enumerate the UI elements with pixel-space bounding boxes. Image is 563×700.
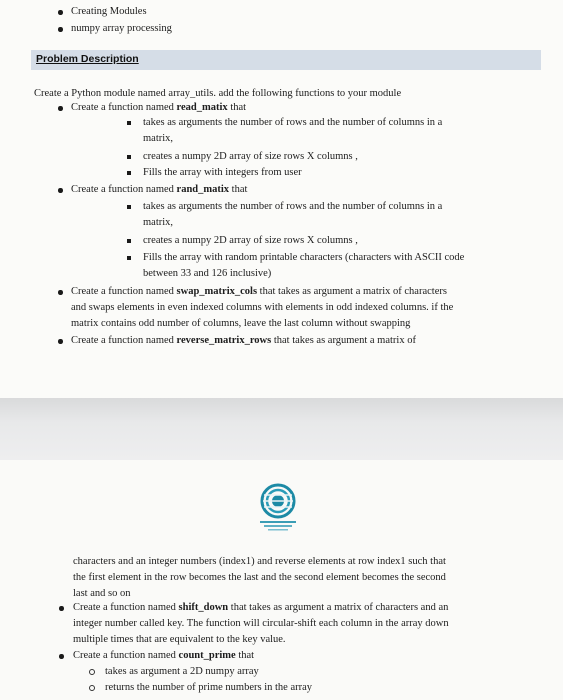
- bullet-icon: [58, 27, 63, 32]
- square-bullet-icon: [127, 239, 131, 243]
- bullet-icon: [58, 106, 63, 111]
- square-bullet-icon: [127, 205, 131, 209]
- bullet-icon: [58, 339, 63, 344]
- sub-item: creates a numpy 2D array of size rows X columns ,: [143, 151, 358, 162]
- square-bullet-icon: [127, 256, 131, 260]
- function-desc-line: matrix contains odd number of columns, leave the last column without swapping: [71, 318, 411, 329]
- sub-item: creates a numpy 2D array of size rows X columns ,: [143, 235, 358, 246]
- sub-item: Fills the array with integers from user: [143, 167, 302, 178]
- square-bullet-icon: [127, 155, 131, 159]
- function-swap-matrix-cols: Create a function named swap_matrix_cols that takes as argument a matrix of characters: [71, 286, 447, 297]
- function-reverse-matrix-rows: Create a function named reverse_matrix_rows that takes as argument a matrix of: [71, 335, 416, 346]
- sub-item-cont: matrix,: [143, 133, 174, 144]
- university-logo-icon: [254, 483, 302, 535]
- function-rand-matix: Create a function named rand_matix that: [71, 184, 248, 195]
- sub-item: takes as arguments the number of rows and the number of columns in a: [143, 117, 443, 128]
- bullet-icon: [59, 606, 64, 611]
- bullet-icon: [58, 290, 63, 295]
- hollow-bullet-icon: [89, 669, 95, 675]
- function-read-matix: Create a function named read_matix that: [71, 102, 247, 113]
- continuation-line: last and so on: [73, 588, 131, 599]
- sub-item: takes as arguments the number of rows and the number of columns in a: [143, 201, 443, 212]
- intro-text: Create a Python module named array_utils. add the following functions to your module: [34, 88, 402, 99]
- sub-item: Fills the array with random printable characters (characters with ASCII code: [143, 252, 465, 263]
- sub-item-cont: between 33 and 126 inclusive): [143, 268, 272, 279]
- sub-item-cont: matrix,: [143, 217, 174, 228]
- square-bullet-icon: [127, 121, 131, 125]
- sub-item: returns the number of prime numbers in the array: [105, 682, 313, 693]
- page-break: [0, 398, 563, 460]
- function-shift-down: Create a function named shift_down that takes as argument a matrix of characters and an: [73, 602, 449, 613]
- top-list-item: numpy array processing: [71, 23, 172, 34]
- function-desc-line: integer number called key. The function will circular-shift each column in the array down: [73, 618, 449, 629]
- sub-item: takes as argument a 2D numpy array: [105, 666, 259, 677]
- function-desc-line: multiple times that are equivalent to the key value.: [73, 634, 286, 645]
- bullet-icon: [58, 10, 63, 15]
- section-title: Problem Description: [36, 53, 139, 65]
- square-bullet-icon: [127, 171, 131, 175]
- section-header: [31, 50, 541, 70]
- continuation-line: characters and an integer numbers (index1) and reverse elements at row index1 such that: [73, 556, 446, 567]
- function-count-prime: Create a function named count_prime that: [73, 650, 255, 661]
- top-list-item: Creating Modules: [71, 6, 147, 17]
- continuation-line: the first element in the row becomes the last and the second element becomes the second: [73, 572, 446, 583]
- bullet-icon: [59, 654, 64, 659]
- bullet-icon: [58, 188, 63, 193]
- function-desc-line: and swaps elements in even indexed columns with elements in odd indexed columns. if the: [71, 302, 454, 313]
- hollow-bullet-icon: [89, 685, 95, 691]
